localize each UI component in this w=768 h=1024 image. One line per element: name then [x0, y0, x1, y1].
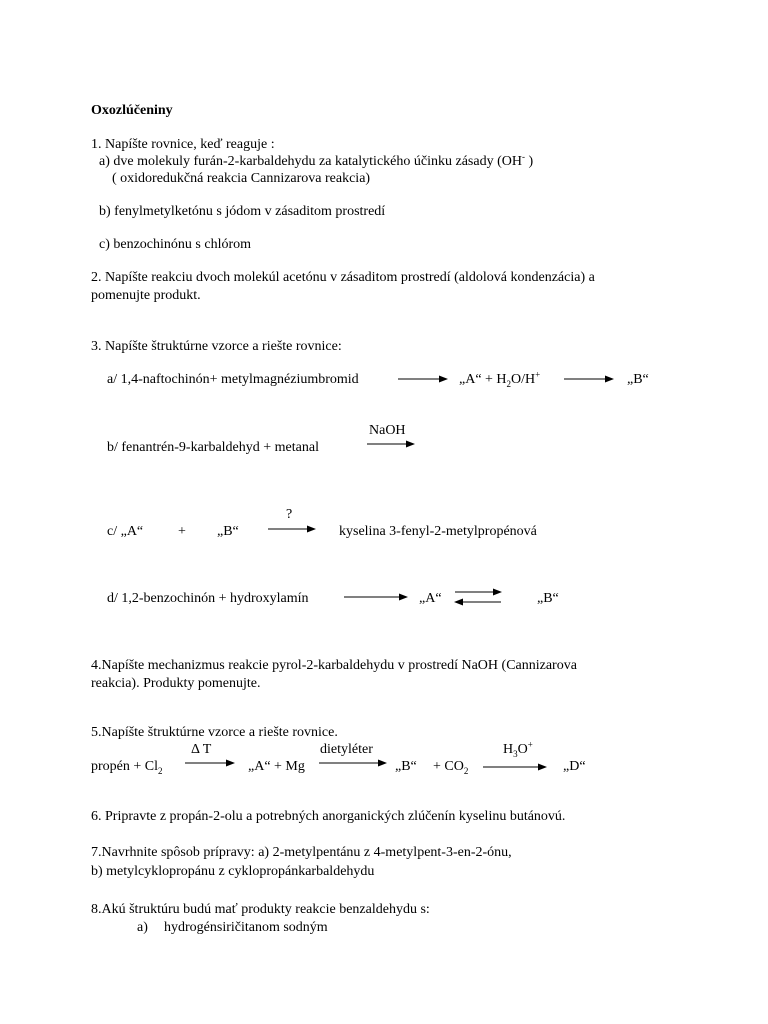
q3d-equilibrium-arrows — [453, 586, 503, 608]
q3a-arrow-2 — [563, 373, 615, 385]
q1-a — [99, 151, 534, 170]
q3c-product: kyselina 3-fenyl-2-metylpropénová — [339, 524, 537, 539]
q1-a-sup: - — [521, 151, 525, 162]
q3c-b: „B“ — [217, 524, 239, 539]
q5-propene — [91, 759, 163, 775]
q8-a-label: a) — [137, 920, 148, 935]
q3a-arrow-1 — [397, 373, 449, 385]
q3a-intermediate — [459, 369, 541, 389]
q5-diethyl-ether: dietyléter — [320, 742, 373, 757]
q5-arrow-1 — [184, 757, 236, 769]
q5-lead: 5.Napíšte štruktúrne vzorce a riešte rovnice. — [91, 725, 338, 740]
q1-lead: 1. Napíšte rovnice, keď reaguje : — [91, 137, 275, 152]
q5-a-mg: „A“ + Mg — [248, 759, 305, 774]
q3b-reactants: b/ fenantrén-9-karbaldehyd + metanal — [107, 440, 319, 455]
q8-a-text: hydrogénsiričitanom sodným — [164, 920, 328, 935]
q1-b: b) fenylmetylketónu s jódom v zásaditom prostredí — [99, 204, 386, 219]
q5-d: „D“ — [563, 759, 586, 774]
q1-a-close: ) — [524, 154, 534, 169]
q8-lead: 8.Akú štruktúru budú mať produkty reakcie benzaldehydu s: — [91, 902, 430, 917]
q5-co2 — [433, 759, 468, 775]
q5-h3o-sup: + — [527, 739, 533, 750]
q5-h3o-sub: 3 — [513, 748, 518, 759]
q3-lead: 3. Napíšte štruktúrne vzorce a riešte rovnice: — [91, 339, 342, 354]
q3b-arrow — [366, 438, 416, 450]
q5-h3o — [503, 739, 533, 759]
q3d-arrow — [343, 591, 409, 603]
q3d-a: „A“ — [419, 591, 442, 606]
q3a-mid-text-2: O/H — [511, 372, 536, 387]
q7-line1: 7.Navrhnite spôsob prípravy: a) 2-metylpentánu z 4-metylpent-3-en-2-ónu, — [91, 845, 512, 860]
q1-a-text: a) dve molekuly furán-2-karbaldehydu za katalytického účinku zásady (OH — [99, 154, 522, 169]
q3a-mid-sub: 2 — [506, 378, 512, 389]
q5-arrow-2 — [318, 757, 388, 769]
q2-line1: 2. Napíšte reakciu dvoch molekúl acetónu v zásaditom prostredí (aldolová kondenzácia) a — [91, 270, 595, 285]
q4-line1: 4.Napíšte mechanizmus reakcie pyrol-2-karbaldehydu v prostredí NaOH (Cannizarova — [91, 658, 577, 673]
q5-arrow-3 — [482, 761, 548, 773]
q2-line2: pomenujte produkt. — [91, 288, 201, 303]
q7-line2: b) metylcyklopropánu z cyklopropánkarbaldehydu — [91, 864, 375, 879]
q5-delta-t: Δ T — [191, 742, 212, 757]
document-title: Oxozlúčeniny — [91, 103, 173, 118]
q3c-a: c/ „A“ — [107, 524, 144, 539]
q3a-mid-text: „A“ + H — [459, 372, 507, 387]
q5-h3o-h: H — [503, 742, 514, 757]
q5-propene-text: propén + Cl — [91, 759, 158, 774]
q3c-arrow — [267, 523, 317, 535]
q3a-mid-sup: + — [535, 369, 541, 380]
q4-line2: reakcia). Produkty pomenujte. — [91, 676, 261, 691]
q3a-product: „B“ — [627, 372, 649, 387]
q5-b: „B“ — [395, 759, 417, 774]
q3d-reactants: d/ 1,2-benzochinón + hydroxylamín — [107, 591, 309, 606]
q1-a-note: ( oxidoredukčná reakcia Cannizarova reakcia) — [112, 171, 371, 186]
q6: 6. Pripravte z propán-2-olu a potrebných anorganických zlúčenín kyselinu butánovú. — [91, 809, 566, 824]
q3b-reagent: NaOH — [369, 423, 406, 438]
q5-co2-text: + CO — [433, 759, 464, 774]
q3a-reactants: a/ 1,4-naftochinón+ metylmagnéziumbromid — [107, 372, 359, 387]
q1-c: c) benzochinónu s chlórom — [99, 237, 252, 252]
q5-h3o-o: O — [517, 742, 528, 757]
q5-cl-sub: 2 — [158, 765, 163, 776]
q3c-plus: + — [178, 524, 186, 539]
q5-co2-sub: 2 — [463, 765, 469, 776]
q3c-reagent: ? — [286, 507, 293, 522]
q3d-b: „B“ — [537, 591, 559, 606]
